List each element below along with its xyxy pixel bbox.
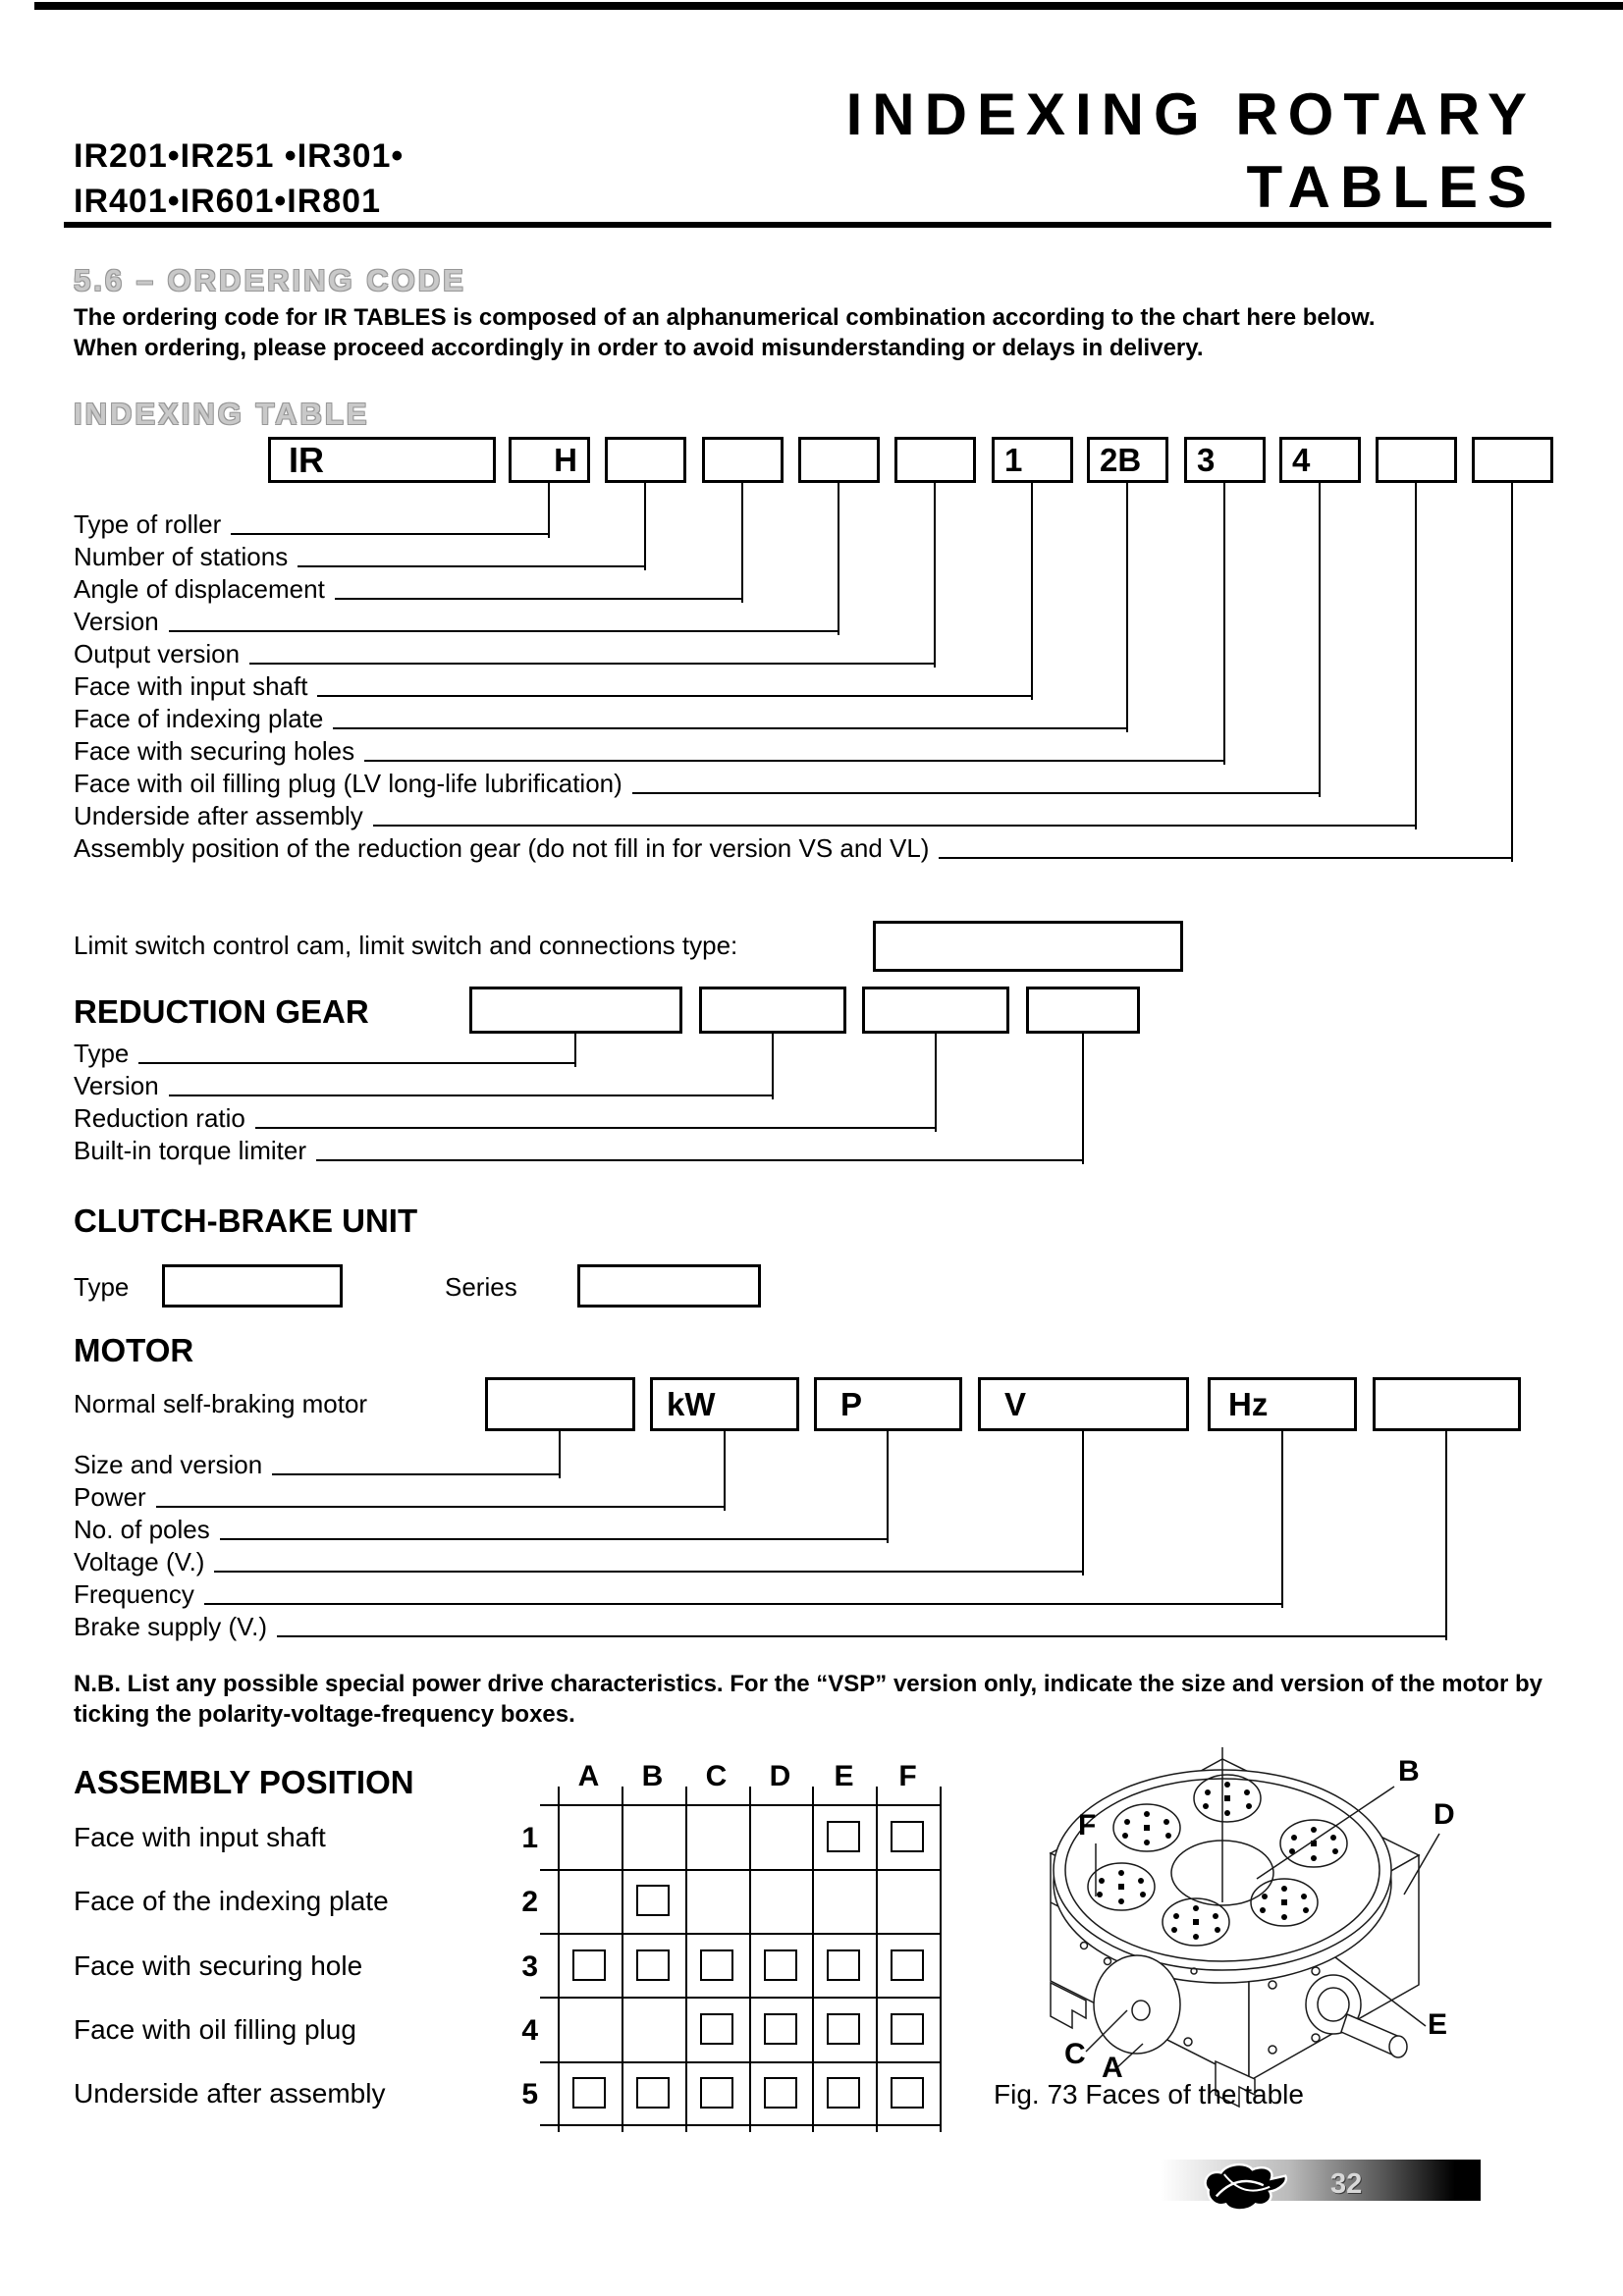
grid-row-label: Underside after assembly [74, 2078, 386, 2109]
grid-line [749, 1787, 751, 2132]
code-label-row [74, 802, 1417, 829]
grid-row-number: 4 [521, 2014, 538, 2047]
reduction-box [1026, 987, 1140, 1034]
assembly-checkbox-5e [827, 2077, 860, 2109]
connector-line [364, 760, 1225, 762]
face-label-b: B [1398, 1755, 1420, 1788]
page-title [846, 79, 1537, 224]
grid-row-label: Face of the indexing plate [74, 1886, 389, 1916]
connector-line [724, 1431, 726, 1511]
code-label: Brake supply (V.) [74, 1612, 268, 1641]
connector-line [335, 598, 743, 600]
connector-line [204, 1603, 1283, 1605]
motor-box [485, 1377, 635, 1431]
code-label-row [74, 737, 1225, 765]
intro-paragraph [74, 302, 1566, 363]
model-list-line2: IR401•IR601•IR801 [74, 183, 381, 220]
code-label: Built-in torque limiter [74, 1136, 306, 1165]
code-label-row [74, 510, 550, 538]
code-box [605, 437, 686, 483]
connector-line [1082, 1431, 1084, 1575]
code-box [798, 437, 880, 483]
connector-line [632, 792, 1321, 794]
connector-line [333, 727, 1128, 729]
code-box: 3 [1184, 437, 1266, 483]
code-label: No. of poles [74, 1515, 210, 1544]
connector-line [277, 1635, 1447, 1637]
code-label-row [74, 575, 743, 603]
code-label: Type of roller [74, 509, 222, 539]
code-box [894, 437, 976, 483]
connector-line [255, 1127, 937, 1129]
grid-row-number: 2 [521, 1886, 538, 1918]
grid-column-letter: C [705, 1760, 728, 1792]
connector-line [138, 1062, 576, 1064]
code-label: Version [74, 607, 159, 636]
model-list [74, 133, 404, 224]
assembly-checkbox-4f [891, 2013, 924, 2045]
assembly-checkbox-1e [827, 1821, 860, 1852]
clutch-series-label: Series [445, 1272, 517, 1302]
figure-table-drawing [1021, 1737, 1483, 2120]
code-box: 4 [1279, 437, 1361, 483]
connector-line [1082, 1034, 1084, 1164]
connector-line [231, 533, 550, 535]
reduction-gear-heading: REDUCTION GEAR [74, 993, 369, 1030]
connector-line [741, 483, 743, 603]
code-label-row [74, 640, 936, 667]
motor-box: Hz [1208, 1377, 1357, 1431]
grid-row-number: 1 [521, 1822, 538, 1854]
clutch-series-box [577, 1264, 761, 1308]
code-label: Number of stations [74, 542, 289, 571]
assembly-checkbox-5a [572, 2077, 606, 2109]
page-title-line2: TABLES [1246, 154, 1537, 220]
connector-line [373, 825, 1417, 827]
code-label: Face with input shaft [74, 671, 308, 701]
code-label: Face with oil filling plug (LV long-life lubrification) [74, 769, 622, 798]
code-label: Assembly position of the reduction gear (do not fill in for version VS and VL) [74, 833, 930, 863]
code-box [1472, 437, 1553, 483]
assembly-checkbox-2b [636, 1885, 670, 1916]
connector-line [1031, 483, 1033, 700]
connector-line [644, 483, 646, 570]
clutch-type-label: Type [74, 1272, 130, 1302]
grid-column-letter: D [769, 1760, 791, 1792]
grid-line [685, 1787, 687, 2132]
connector-line [214, 1571, 1084, 1573]
reduction-box [862, 987, 1009, 1034]
reduction-box [699, 987, 846, 1034]
model-list-line1: IR201•IR251 •IR301• [74, 137, 405, 175]
code-box: 2B [1087, 437, 1168, 483]
code-box-prefix: IR [268, 437, 496, 483]
reduction-box [469, 987, 682, 1034]
grid-line [540, 1804, 941, 1806]
top-rule [34, 2, 1623, 10]
clutch-brake-heading: CLUTCH-BRAKE UNIT [74, 1202, 418, 1239]
connector-line [1511, 483, 1513, 862]
connector-line [1445, 1431, 1447, 1640]
code-label-row [74, 1072, 774, 1099]
code-label: Output version [74, 639, 241, 668]
code-label: Voltage (V.) [74, 1547, 205, 1576]
assembly-checkbox-3b [636, 1949, 670, 1981]
code-box [1376, 437, 1457, 483]
connector-line [220, 1538, 889, 1540]
intro-line1: The ordering code for IR TABLES is composed of an alphanumerical combination according to the chart here below. [74, 304, 1376, 331]
connector-line [574, 1034, 576, 1067]
connector-line [1223, 483, 1225, 765]
connector-line [1319, 483, 1321, 797]
motor-box [1373, 1377, 1521, 1431]
code-box [702, 437, 784, 483]
connector-line [298, 565, 646, 567]
face-label-f: F [1078, 1809, 1097, 1842]
code-label-row [74, 834, 1513, 862]
limit-switch-box [873, 921, 1183, 972]
grid-column-letter: B [641, 1760, 664, 1792]
motor-heading: MOTOR [74, 1332, 194, 1368]
code-label: Power [74, 1482, 146, 1512]
face-label-c: C [1064, 2038, 1086, 2070]
connector-line [772, 1034, 774, 1099]
code-label-row [74, 1580, 1283, 1608]
connector-line [838, 483, 839, 635]
connector-line [548, 483, 550, 538]
grid-row-number: 5 [521, 2078, 538, 2110]
face-label-d: D [1434, 1798, 1455, 1831]
code-label: Face of indexing plate [74, 704, 324, 733]
motor-box: V [978, 1377, 1189, 1431]
assembly-checkbox-4c [700, 2013, 733, 2045]
grid-line [558, 1787, 560, 2132]
assembly-checkbox-4e [827, 2013, 860, 2045]
code-label: Size and version [74, 1450, 263, 1479]
note-paragraph: N.B. List any possible special power drive characteristics. For the “VSP” version only, indicate the size and version of the motor by ticking the polarity-voltage-frequency boxes. [74, 1671, 1542, 1728]
assembly-checkbox-5f [891, 2077, 924, 2109]
code-label-row [74, 672, 1033, 700]
grid-line [540, 2124, 941, 2126]
code-label-row [74, 770, 1321, 797]
assembly-checkbox-3d [764, 1949, 797, 1981]
connector-line [249, 663, 936, 665]
limit-switch-label: Limit switch control cam, limit switch and connections type: [74, 931, 738, 960]
face-label-e: E [1428, 2008, 1448, 2041]
connector-line [169, 1095, 774, 1096]
code-label-row [74, 608, 839, 635]
connector-line [317, 695, 1033, 697]
grid-line [540, 1869, 941, 1871]
code-label: Frequency [74, 1579, 194, 1609]
grid-column-letter: A [577, 1760, 600, 1792]
intro-line2: When ordering, please proceed accordingly in order to avoid misunderstanding or delays in delivery. [74, 335, 1204, 361]
code-label-row [74, 1137, 1084, 1164]
connector-line [156, 1506, 726, 1508]
code-label-row [74, 705, 1128, 732]
grid-column-letter: F [898, 1760, 917, 1792]
figure-caption: Fig. 73 Faces of the table [994, 2079, 1304, 2109]
grid-line [540, 1933, 941, 1935]
grid-column-letter: E [834, 1760, 854, 1792]
connector-line [935, 1034, 937, 1132]
motor-box: kW [650, 1377, 799, 1431]
grid-line [540, 2061, 941, 2063]
motor-row-label: Normal self-braking motor [74, 1389, 368, 1418]
motor-box: P [814, 1377, 962, 1431]
grid-line [940, 1787, 942, 2132]
grid-row-label: Face with oil filling plug [74, 2014, 356, 2045]
code-label-row [74, 1613, 1447, 1640]
code-label-row [74, 1516, 889, 1543]
connector-line [1415, 483, 1417, 829]
code-label: Underside after assembly [74, 801, 363, 830]
assembly-checkbox-5c [700, 2077, 733, 2109]
connector-line [934, 483, 936, 667]
assembly-checkbox-3e [827, 1949, 860, 1981]
face-label-a: A [1102, 2052, 1123, 2084]
company-logo-icon [1196, 2156, 1290, 2216]
grid-line [622, 1787, 623, 2132]
assembly-checkbox-3c [700, 1949, 733, 1981]
code-label: Type [74, 1039, 130, 1068]
code-label: Face with securing holes [74, 736, 355, 766]
grid-line [540, 1997, 941, 1999]
grid-line [876, 1787, 878, 2132]
page-number: 32 [1330, 2168, 1363, 2200]
code-label-row [74, 1548, 1084, 1575]
assembly-position-heading: ASSEMBLY POSITION [74, 1764, 414, 1800]
clutch-type-box [162, 1264, 343, 1308]
code-label-row [74, 1483, 726, 1511]
assembly-checkbox-5b [636, 2077, 670, 2109]
connector-line [1281, 1431, 1283, 1608]
code-label-row [74, 1104, 937, 1132]
code-label-row [74, 543, 646, 570]
assembly-checkbox-3f [891, 1949, 924, 1981]
connector-line [559, 1431, 561, 1478]
code-label: Version [74, 1071, 159, 1100]
indexing-table-heading: INDEXING TABLE [74, 397, 370, 431]
connector-line [316, 1159, 1084, 1161]
code-label-row [74, 1451, 561, 1478]
assembly-checkbox-1f [891, 1821, 924, 1852]
grid-row-label: Face with input shaft [74, 1822, 326, 1852]
grid-row-label: Face with securing hole [74, 1950, 363, 1981]
connector-line [169, 630, 839, 632]
header-rule [64, 222, 1551, 228]
section-heading: 5.6 – ORDERING CODE [74, 263, 466, 297]
page-title-line1: INDEXING ROTARY [845, 81, 1537, 147]
assembly-checkbox-4d [764, 2013, 797, 2045]
connector-line [939, 857, 1513, 859]
grid-row-number: 3 [521, 1950, 538, 1983]
code-label-row [74, 1040, 576, 1067]
assembly-checkbox-5d [764, 2077, 797, 2109]
code-box: 1 [992, 437, 1073, 483]
connector-line [272, 1473, 561, 1475]
grid-line [812, 1787, 814, 2132]
connector-line [887, 1431, 889, 1543]
connector-line [1126, 483, 1128, 732]
assembly-checkbox-3a [572, 1949, 606, 1981]
code-label: Reduction ratio [74, 1103, 245, 1133]
code-box: H [509, 437, 590, 483]
code-label: Angle of displacement [74, 574, 325, 604]
